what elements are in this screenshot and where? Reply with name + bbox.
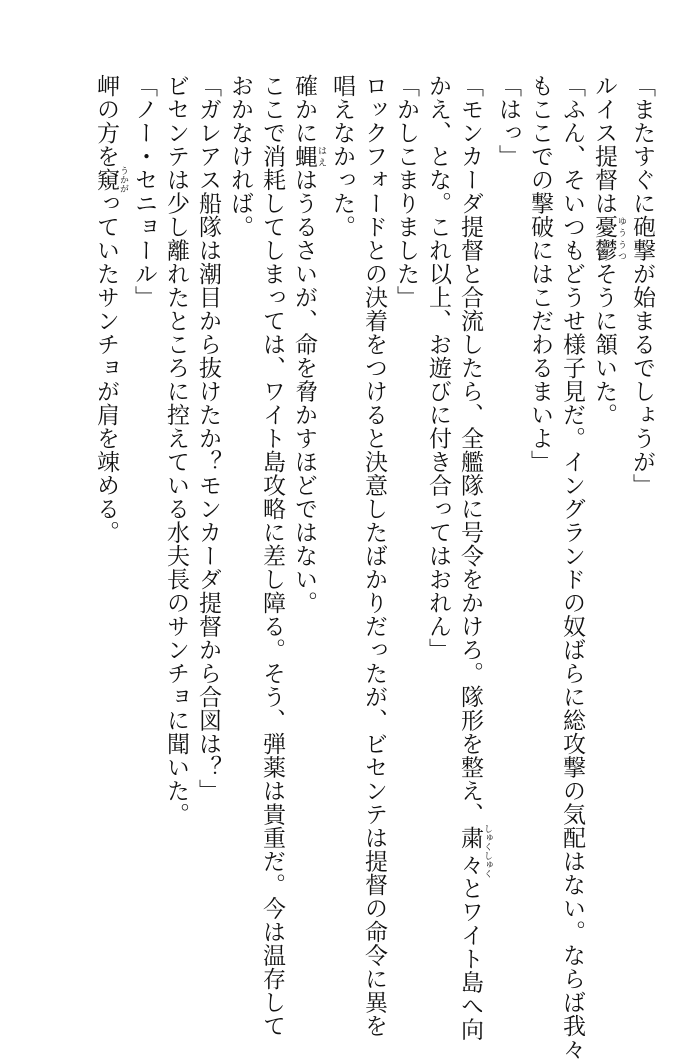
ruby-yuuutsu: 憂鬱 ゆううつ xyxy=(591,215,626,262)
text-line: ビセンテは少し離れたところに控えている水夫長のサンチョに聞いた。 xyxy=(163,74,189,826)
text-line: 「かしこまりました」 xyxy=(393,74,419,309)
text-line: 「ガレアス船隊は潮目から抜けたか？モンカーダ提督から合図は？」 xyxy=(195,74,221,803)
text-line-with-ruby xyxy=(588,74,626,952)
ruby-reading: しゅくしゅく xyxy=(482,824,492,879)
text-segment: そうに頷いた。 xyxy=(591,262,617,427)
text-segment: 岬の方を xyxy=(93,74,119,168)
text-line-with-ruby xyxy=(90,74,128,952)
ruby-reading: ゆううつ xyxy=(616,215,626,262)
text-line: 唱えなかった。 xyxy=(329,74,355,239)
text-segment: とワイト島へ向 xyxy=(457,876,483,1041)
ruby-hae: 蝿 はえ xyxy=(291,144,326,168)
text-segment: っていたサンチョが肩を竦める。 xyxy=(93,191,119,544)
ruby-ukaga: 窺 うかが xyxy=(93,166,128,194)
ruby-shukushuku: 粛々 しゅくしゅく xyxy=(457,824,492,879)
text-line: 「はっ」 xyxy=(495,74,521,168)
text-segment: 確かに xyxy=(291,74,317,145)
text-line: もここでの撃破にはこだわるまいよ」 xyxy=(527,74,553,474)
ruby-reading: うかが xyxy=(118,166,128,194)
text-line: 「ふん、そいつもどうせ様子見だ。イングランドの奴ばらに総攻撃の気配はない。ならば我々 xyxy=(559,74,585,1061)
text-line-with-ruby xyxy=(454,74,492,1041)
ruby-reading: はえ xyxy=(316,144,326,168)
text-line: 「ノー・セニョール」 xyxy=(131,74,157,309)
text-line-with-ruby xyxy=(288,74,326,952)
text-line: ロックフォードとの決着をつけると決意したばかりだったが、ビセンテは提督の命令に異を xyxy=(361,74,387,1038)
text-line: かえ、とな。これ以上、お遊びに付き合ってはおれん」 xyxy=(425,74,451,662)
text-line: ここで消耗してしまっては、ワイト島攻略に差し障る。そう、弾薬は貴重だ。今は温存して xyxy=(259,74,285,1038)
text-line: おかなければ。 xyxy=(227,74,253,239)
text-segment: ルイス提督は xyxy=(591,74,617,215)
vertical-text-body xyxy=(44,74,658,1061)
text-segment: はうるさいが、命を脅かすほどではない。 xyxy=(291,168,317,615)
text-line: 「またすぐに砲撃が始まるでしょうが」 xyxy=(629,74,655,497)
text-segment: 「モンカーダ提督と合流したら、全艦隊に号令をかけろ。隊形を整え、 xyxy=(457,74,483,826)
